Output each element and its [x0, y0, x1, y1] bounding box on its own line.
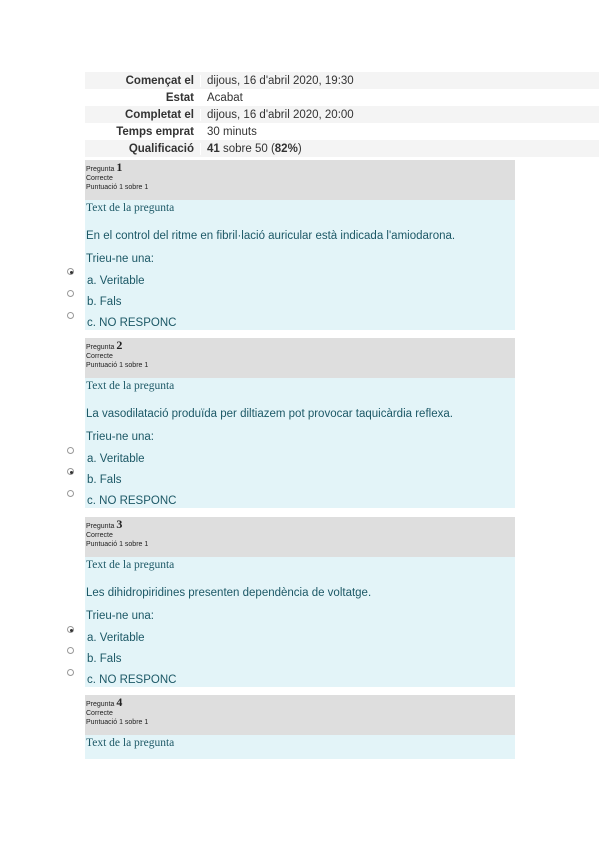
question-state: Correcte: [86, 175, 113, 182]
answer-option-b[interactable]: b. Fals: [87, 653, 122, 665]
question-content: [85, 378, 515, 508]
question-info: [85, 695, 515, 735]
question-content: [85, 200, 515, 330]
summary-label: Temps emprat: [116, 125, 194, 138]
question-word: Pregunta: [86, 344, 115, 351]
answer-option-c[interactable]: c. NO RESPONC: [87, 317, 177, 329]
summary-label: Qualificació: [128, 142, 194, 155]
q2-radio-c[interactable]: [67, 490, 74, 497]
question-info: [85, 160, 515, 200]
question-word: Pregunta: [86, 523, 115, 530]
grade-close: ): [297, 142, 302, 155]
summary-row-started: [85, 72, 599, 89]
q1-radio-c[interactable]: [67, 312, 74, 319]
answer-prompt: Trieu-ne una:: [86, 610, 154, 622]
summary-value: dijous, 16 d'abril 2020, 20:00: [200, 109, 599, 121]
q2-radio-b[interactable]: [67, 468, 74, 475]
question-number: [86, 160, 515, 174]
answer-option-b[interactable]: b. Fals: [87, 474, 122, 486]
answer-option-c[interactable]: c. NO RESPONC: [87, 495, 177, 507]
question-text: Les dihidropiridines presenten dependència de voltatge.: [86, 587, 372, 599]
answer-option-a[interactable]: a. Veritable: [87, 275, 145, 287]
answer-option-a[interactable]: a. Veritable: [87, 632, 145, 644]
grade-score: 41: [207, 142, 220, 155]
summary-value: Acabat: [200, 92, 599, 104]
q2-radio-a[interactable]: [67, 447, 74, 454]
q3-radio-b[interactable]: [67, 647, 74, 654]
answer-prompt: Trieu-ne una:: [86, 431, 154, 443]
question-num: 3: [116, 517, 123, 531]
question-title: Text de la pregunta: [86, 737, 175, 749]
question-state: Correcte: [86, 532, 113, 539]
summary-value: 30 minuts: [200, 126, 599, 138]
question-word: Pregunta: [86, 701, 115, 708]
question-text: La vasodilatació produïda per diltiazem pot provocar taquicàrdia reflexa.: [86, 408, 453, 420]
grade-percent: 82%: [274, 142, 298, 155]
question-number: [86, 338, 515, 352]
question-info: [85, 517, 515, 557]
summary-row-completed: [85, 106, 599, 123]
summary-value: dijous, 16 d'abril 2020, 19:30: [200, 75, 599, 87]
answer-prompt: Trieu-ne una:: [86, 253, 154, 265]
question-word: Pregunta: [86, 166, 115, 173]
question-4: [85, 695, 515, 759]
question-title: Text de la pregunta: [86, 559, 175, 571]
q3-radio-a[interactable]: [67, 626, 74, 633]
question-3: [85, 517, 515, 687]
question-title: Text de la pregunta: [86, 202, 175, 214]
question-1: [85, 160, 515, 330]
answer-option-c[interactable]: c. NO RESPONC: [87, 674, 177, 686]
q1-radio-b[interactable]: [67, 290, 74, 297]
question-content: [85, 557, 515, 687]
question-title: Text de la pregunta: [86, 380, 175, 392]
attempt-summary-table: [85, 72, 599, 157]
question-number: [86, 695, 515, 709]
summary-value: [200, 143, 599, 155]
grade-out-of: sobre 50 (: [223, 142, 275, 155]
q3-radio-c[interactable]: [67, 669, 74, 676]
summary-row-state: [85, 89, 599, 106]
question-num: 2: [116, 338, 123, 352]
question-number: [86, 517, 515, 531]
question-grade: Puntuació 1 sobre 1: [86, 184, 149, 191]
question-num: 1: [116, 160, 123, 174]
question-info: [85, 338, 515, 378]
summary-label: Començat el: [125, 74, 194, 87]
question-grade: Puntuació 1 sobre 1: [86, 541, 149, 548]
question-text: En el control del ritme en fibril·lació auricular està indicada l'amiodarona.: [86, 230, 456, 242]
question-content: [85, 735, 515, 759]
answer-option-b[interactable]: b. Fals: [87, 296, 122, 308]
q1-radio-a[interactable]: [67, 268, 74, 275]
question-2: [85, 338, 515, 508]
question-grade: Puntuació 1 sobre 1: [86, 719, 149, 726]
summary-label: Estat: [165, 91, 194, 104]
summary-row-time-taken: [85, 123, 599, 140]
question-state: Correcte: [86, 710, 113, 717]
summary-row-grade: [85, 140, 599, 157]
answer-option-a[interactable]: a. Veritable: [87, 453, 145, 465]
summary-label: Completat el: [124, 108, 194, 121]
question-grade: Puntuació 1 sobre 1: [86, 362, 149, 369]
question-num: 4: [116, 695, 123, 709]
question-state: Correcte: [86, 353, 113, 360]
